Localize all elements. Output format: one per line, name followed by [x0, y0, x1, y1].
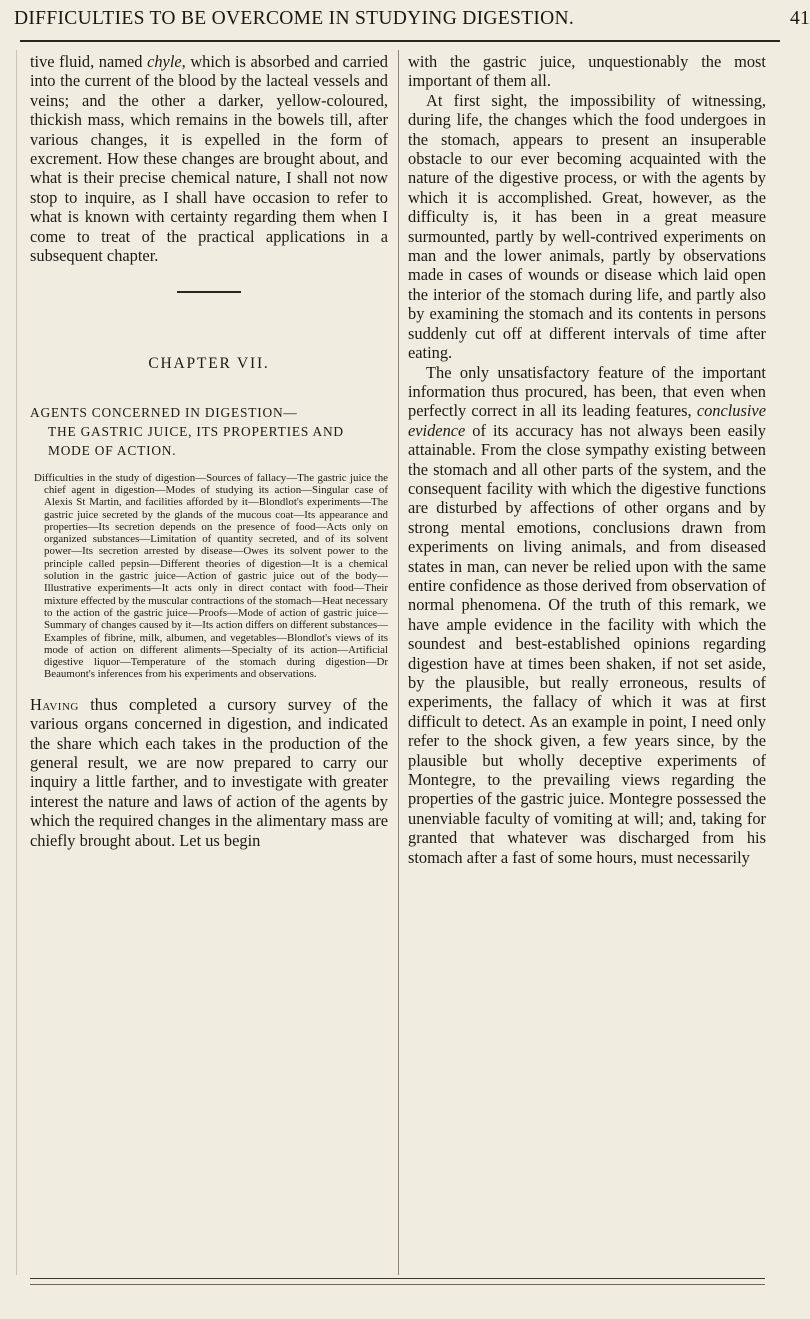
section-rule — [177, 291, 241, 292]
left-paragraph-1 — [30, 52, 388, 265]
text-run: tive fluid, named — [30, 52, 148, 71]
text-run: The only unsatisfactory feature of the important information thus procured, has been, that even when perfectly correct in all its leading features, — [408, 362, 766, 421]
header-rule — [20, 40, 780, 42]
chapter-opening-paragraph — [30, 695, 388, 850]
text-run: , which is absorbed and carried into the current of the blood by the lacteal vessels and veins; and the other a darker, yellow-coloured, thickish mass, which remains in the bowels till, after various changes, it is expelled in the form of excrement. How these changes are brought about, and what is their precise chemical nature, I shall not now stop to inquire, as I shall have occasion to refer to what is known with certainty regarding them when I come to treat of the practical applications in a subsequent chapter. — [30, 52, 388, 266]
page-number: 41 — [790, 8, 810, 29]
right-paragraph-1: with the gastric juice, unquestionably the most important of them all. — [408, 52, 766, 91]
left-column — [30, 52, 388, 850]
right-paragraph-2: At first sight, the impossibility of witnessing, during life, the changes which the food undergoes in the stomach, appears to present an insuperable obstacle to our ever becoming acquainted with the nature of the digestive process, or with the agents by which it is accomplished. Great, however, as the difficulty is, it has been in a great measure surmounted, partly by well-contrived experiments on man and the lower animals, partly by observations made in cases of wounds or disease which laid open the interior of the stomach during life, and partly also by examining the stomach and its contents in persons suddenly cut off at different intervals of time after eating. — [408, 90, 766, 363]
left-border-line — [16, 50, 17, 1275]
running-head-title: DIFFICULTIES TO BE OVERCOME IN STUDYING DIGESTION. — [14, 8, 575, 29]
opening-first-word: Having — [30, 694, 79, 714]
right-paragraph-3 — [408, 363, 766, 868]
chapter-title: CHAPTER VII. — [148, 354, 270, 372]
chapter-heading-line-1: AGENTS CONCERNED IN DIGESTION— — [30, 404, 298, 420]
column-divider — [398, 50, 399, 1275]
text-run: of its accuracy has not always been easily attainable. From the close sympathy existing between the stomach and all other parts of the system, and the consequent facility with which the digestive functions are disturbed by affections of other organs and by strong mental emotions, conclusions drawn from experiments on living animals, and from diseased states in man, can never be relied upon with the same entire confidence as those derived from observation of normal phenomena. Of the truth of this remark, we have ample evidence in the facility with which the soundest and best-established opinions regarding digestion have at times been shaken, if not set aside, by the plausible, but really erroneous, results of experiments, the fallacy of which it was at first difficult to detect. As an example in point, I need only refer to the shock given, a few years since, by the plausible but wholly deceptive experiments of Montegre, to the prevailing views regarding the properties of the gastric juice. Montegre possessed the unenviable faculty of vomiting at will; and, taking for granted that whatever was discharged from his stomach after a fast of some hours, must necessarily — [408, 420, 766, 867]
right-column — [408, 52, 766, 867]
chapter-heading — [30, 403, 388, 460]
running-head — [14, 8, 810, 30]
italic-conclusive-evidence: conclusive evidence — [408, 401, 766, 440]
bottom-rule-secondary — [30, 1284, 765, 1285]
opening-text: thus completed a cursory survey of the various organs concerned in digestion, and indicated the share which each takes in the production of the general result, we are now prepared to carry our inquiry a little farther, and to investigate with greater interest the nature and laws of action of the agents by which the required changes in the alimentary mass are chiefly brought about. Let us begin — [30, 694, 388, 850]
chapter-synopsis: Difficulties in the study of digestion—Sources of fallacy—The gastric juice the chief agent in digestion—Modes of studying its action—Singular case of Alexis St Martin, and facilities afforded by it—Blondlot's experiments—The gastric juice secreted by the glands of the mucous coat—Its appearance and properties—Its secretion depends on the presence of food—Acts only on organized substances—Limitation of quantity secreted, and of its solvent power—Its secretion arrested by disease—Owes its solvent power to the principle called pepsin—Different theories of digestion—It is a chemical solution in the gastric juice—Action of gastric juice out of the body—Illustrative experiments—It acts only in direct contact with food—Their mixture effected by the muscular contractions of the stomach—Heat necessary to the action of the gastric juice—Proofs—Mode of action of gastric juice—Summary of changes caused by it—Its action differs on different substances—Examples of fibrine, milk, albumen, and vegetables—Blondlot's views of its mode of action on different aliments—Specialty of its action—Artificial digestive liquor—Temperature of the stomach during digestion—Dr Beaumont's inferences from his experiments and observations. — [34, 471, 388, 681]
chapter-heading-rest: THE GASTRIC JUICE, ITS PROPERTIES AND MODE OF ACTION. — [48, 423, 344, 458]
italic-term-chyle: chyle — [147, 52, 182, 71]
bottom-rule — [30, 1278, 765, 1279]
